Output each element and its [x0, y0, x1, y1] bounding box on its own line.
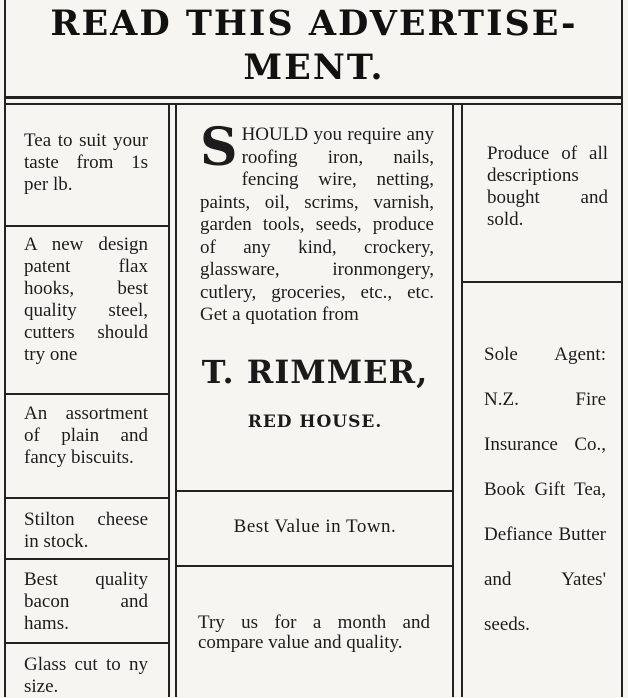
- left-item-biscuits: An assortment of plain and fancy biscuits.: [24, 403, 148, 468]
- left-item-bacon: Best quality bacon and hams.: [24, 569, 148, 634]
- headline-rule-thin: [4, 103, 623, 105]
- left-sep-4: [6, 558, 168, 560]
- left-sep-2: [6, 393, 168, 395]
- right-produce-text: Produce of all descriptions bought and sold.: [487, 143, 608, 230]
- center-body-text: HOULD you require any roofing iron, nails, fencing wire, netting, paints, oil, scrims, varnish, garden tools, seeds, produce of any kind, crockery, glassware, ironmongery, cutlery, groceries, etc., etc. Get a quotation from: [200, 124, 434, 325]
- left-item-glass: Glass cut to ny size.: [24, 654, 148, 697]
- merchant-name: T. RIMMER,: [201, 353, 429, 391]
- left-sep-5: [6, 642, 168, 644]
- right-sep-1: [463, 281, 621, 283]
- left-item-tea: Tea to suit your taste from 1s per lb.: [24, 130, 148, 195]
- merchant-location: RED HOUSE.: [247, 412, 383, 432]
- right-divider-a: [452, 105, 454, 697]
- center-sep-2: [177, 565, 452, 567]
- headline-line-2: MENT.: [243, 47, 385, 88]
- left-sep-1: [6, 225, 168, 227]
- headline-rule-thick: [4, 96, 623, 99]
- left-divider-b: [175, 105, 177, 697]
- left-item-flax-hooks: A new design patent flax hooks, best quality steel, cutters should try one: [24, 234, 148, 365]
- try-us-text: Try us for a month and compare value and quality.: [198, 612, 430, 653]
- left-item-stilton: Stilton cheese in stock.: [24, 509, 148, 552]
- center-sep-1: [177, 490, 452, 492]
- drop-cap-letter: S: [200, 117, 238, 178]
- headline: [8, 2, 620, 90]
- left-divider-a: [168, 105, 170, 697]
- best-value-slogan: Best Value in Town.: [233, 516, 397, 537]
- headline-line-1: READ THIS ADVERTISE-: [50, 3, 578, 44]
- center-paragraph: [200, 117, 434, 327]
- right-divider-b: [461, 105, 463, 697]
- right-sole-agent-text: Sole Agent: N.Z. Fire Insurance Co., Book Gift Tea, Defiance Butter and Yates' seeds.: [484, 344, 606, 635]
- left-sep-3: [6, 497, 168, 499]
